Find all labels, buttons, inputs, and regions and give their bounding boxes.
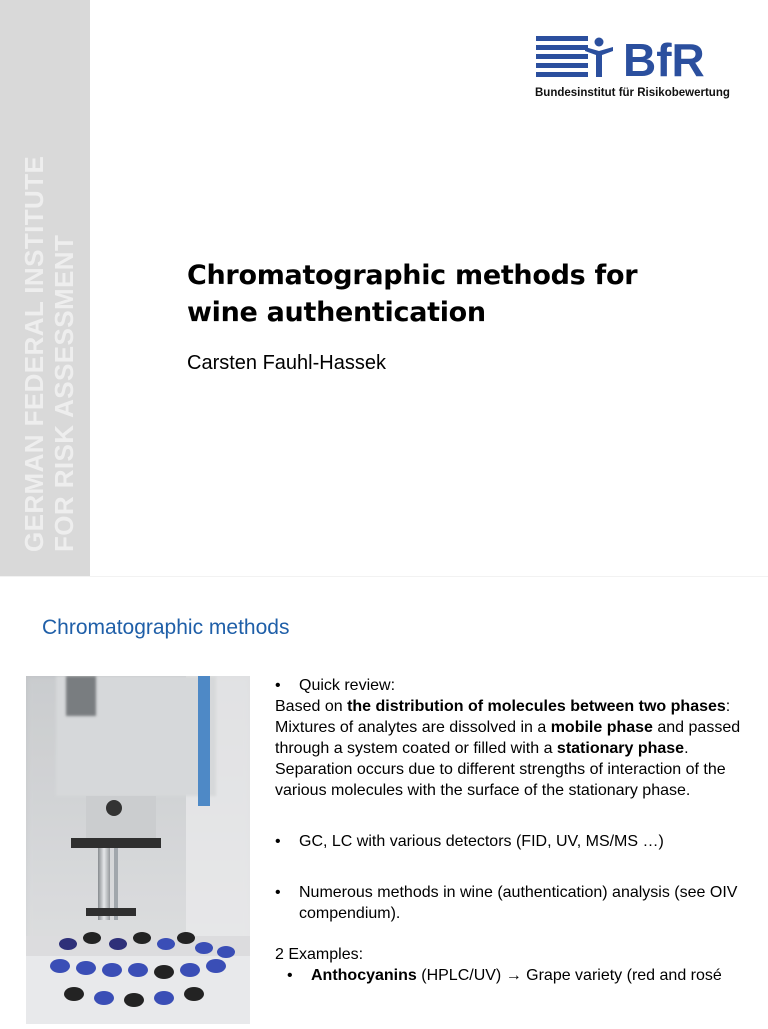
bfr-logo-graphic xyxy=(535,34,730,84)
slide-divider xyxy=(0,576,768,577)
bullet-text: Numerous methods in wine (authentication) analysis (see OIV compendium). xyxy=(299,884,738,922)
slide-heading: Chromatographic methods xyxy=(42,616,290,639)
bullet-numerous-methods xyxy=(275,882,755,924)
autosampler-photo xyxy=(26,676,250,1024)
presentation-title xyxy=(187,257,747,331)
author-name: Carsten Fauhl-Hassek xyxy=(187,352,386,374)
sidebar-band xyxy=(0,0,90,576)
sidebar-line-1: GERMAN FEDERAL INSTITUTE xyxy=(19,155,49,552)
examples-label: 2 Examples: xyxy=(275,946,364,963)
paragraph-text-3: and passed through a system coated or filled with a xyxy=(275,719,741,757)
review-paragraph xyxy=(275,696,755,801)
bullet-quick-review xyxy=(275,675,755,696)
paragraph-bold-2: mobile phase xyxy=(550,719,653,736)
sidebar-line-2: FOR RISK ASSESSMENT xyxy=(49,234,79,552)
bullet-text: GC, LC with various detectors (FID, UV, MS/MS …) xyxy=(299,833,664,850)
bfr-wordmark: BfR xyxy=(623,34,705,84)
paragraph-text-4: . Separation occurs due to different strengths of interaction of the various molecules with the surface of the stationary phase. xyxy=(275,740,726,799)
paragraph-text-1: Based on xyxy=(275,698,348,715)
paragraph-text-2: : Mixtures of analytes are dissolved in a xyxy=(275,698,731,736)
paragraph-bold-1: the distribution of molecules between two phases xyxy=(347,698,726,715)
sub-bullet-bold: Anthocyanins xyxy=(311,967,417,984)
slide-content xyxy=(275,675,755,986)
paragraph-bold-3: stationary phase xyxy=(556,740,685,757)
sub-bullet-text xyxy=(311,965,722,986)
chromatography-autosampler-image xyxy=(26,676,250,1024)
sidebar-vertical-text xyxy=(19,156,79,552)
bfr-logo xyxy=(535,34,730,106)
bullet-gc-lc xyxy=(275,831,755,852)
bullet-marker: • xyxy=(275,677,281,694)
bullet-marker: • xyxy=(275,833,281,850)
sub-bullet-rest: (HPLC/UV) → Grape variety (red and rosé xyxy=(416,967,722,984)
title-line-2: wine authentication xyxy=(187,297,486,328)
title-line-1: Chromatographic methods for xyxy=(187,260,638,291)
sub-bullet-anthocyanins xyxy=(275,965,755,986)
bullet-marker: • xyxy=(275,884,281,901)
bullet-text: Quick review: xyxy=(299,677,396,694)
logo-subtitle: Bundesinstitut für Risikobewertung xyxy=(535,87,730,99)
bullet-marker: • xyxy=(287,967,293,984)
